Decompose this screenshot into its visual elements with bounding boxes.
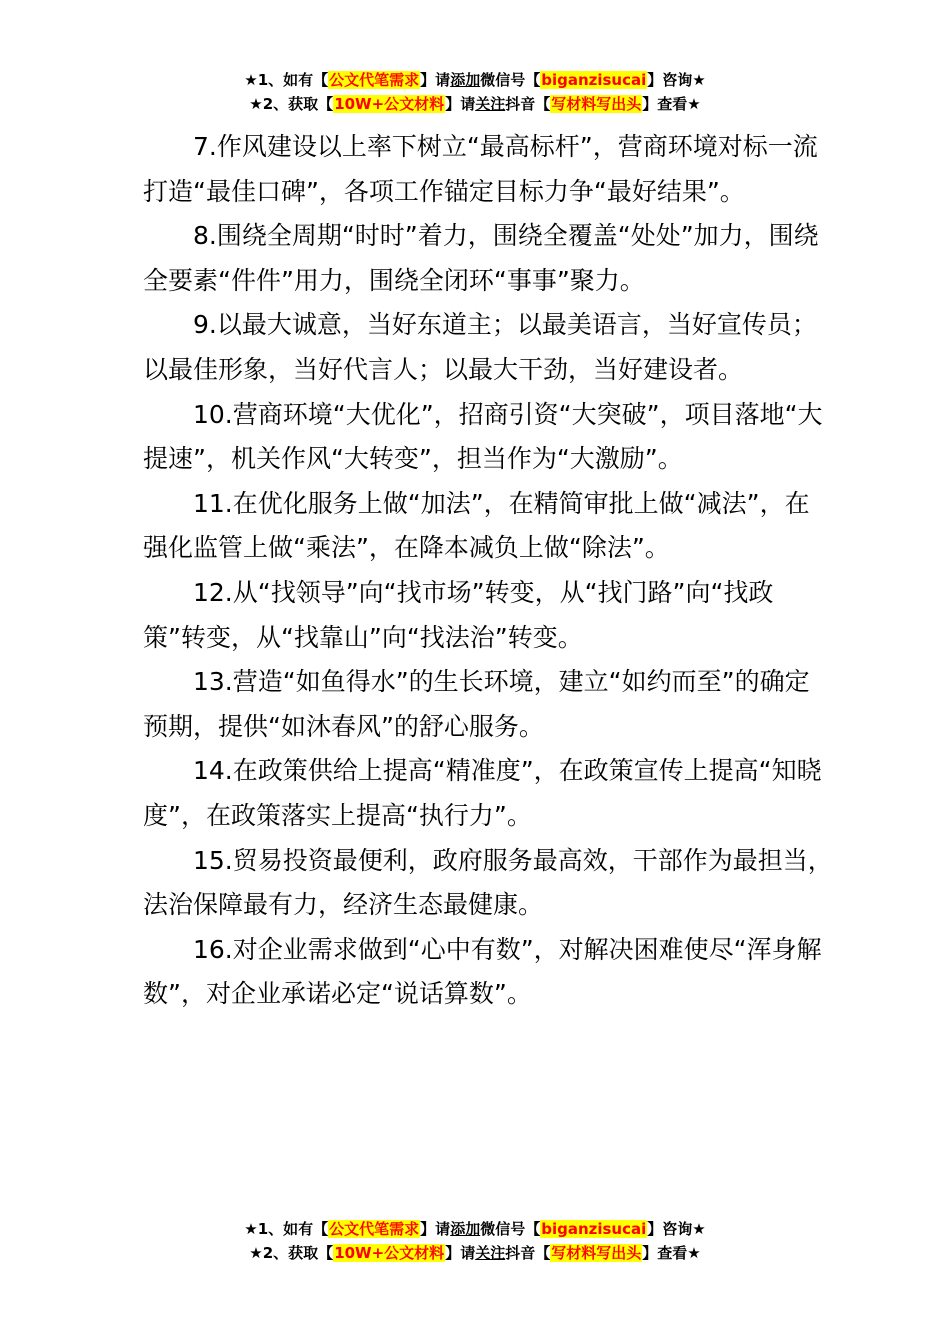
paragraph-14: 14.在政策供给上提高“精准度”，在政策宣传上提高“知晓度”，在政策落实上提高“执行力”。 [143,756,822,830]
paragraph-10: 10.营商环境“大优化”，招商引资“大突破”，项目落地“大提速”，机关作风“大转变”，担当作为“大激励”。 [143,399,823,474]
paragraph-7: 7.作风建设以上率下树立“最高标杆”，营商环境对标一流打造“最佳口碑”，各项工作锚定目标力争“最好结果”。 [143,132,818,206]
paragraph-11: 11.在优化服务上做“加法”，在精简审批上做“减法”，在强化监管上做“乘法”，在降本减负上做“除法”。 [143,488,810,563]
paragraph-16: 16.对企业需求做到“心中有数”，对解决困难使尽“浑身解数”，对企业承诺必定“说话算数”。 [143,934,822,1009]
bottom-banner [0,1217,950,1265]
top-banner-highlight-service: 公文代笔需求 [329,71,420,89]
top-banner-highlight-douyin: 写材料写出头 [551,95,642,113]
bottom-banner-highlight-materials: 10W+公文材料 [334,1244,445,1262]
top-banner-highlight-wechat: biganzisucai [541,71,647,89]
bottom-banner-line-1: ★1、如有【公文代笔需求】请添加微信号【biganzisucai】咨询★ [244,1220,706,1238]
paragraph-15: 15.贸易投资最便利，政府服务最高效，干部作为最担当，法治保障最有力，经济生态最健康。 [143,845,833,920]
top-banner-highlight-materials: 10W+公文材料 [334,95,445,113]
bottom-banner-highlight-wechat: biganzisucai [541,1220,647,1238]
top-banner [0,68,950,116]
bottom-banner-highlight-service: 公文代笔需求 [329,1220,420,1238]
paragraph-9: 9.以最大诚意，当好东道主；以最美语言，当好宣传员；以最佳形象，当好代言人；以最大干劲，当好建设者。 [143,310,817,384]
bottom-banner-highlight-douyin: 写材料写出头 [551,1244,642,1262]
paragraph-8: 8.围绕全周期“时时”着力，围绕全覆盖“处处”加力，围绕全要素“件件”用力，围绕全闭环“事事”聚力。 [143,221,819,295]
top-banner-line-1: ★1、如有【公文代笔需求】请添加微信号【biganzisucai】咨询★ [244,71,706,89]
paragraph-12: 12.从“找领导”向“找市场”转变，从“找门路”向“找政策”转变，从“找靠山”向“找法治”转变。 [143,577,774,652]
top-banner-line-2: ★2、获取【10W+公文材料】请关注抖音【写材料写出头】查看★ [249,95,701,113]
bottom-banner-line-2: ★2、获取【10W+公文材料】请关注抖音【写材料写出头】查看★ [249,1244,701,1262]
paragraph-13: 13.营造“如鱼得水”的生长环境，建立“如约而至”的确定预期，提供“如沐春风”的舒心服务。 [143,667,810,741]
document-body [143,125,833,1017]
